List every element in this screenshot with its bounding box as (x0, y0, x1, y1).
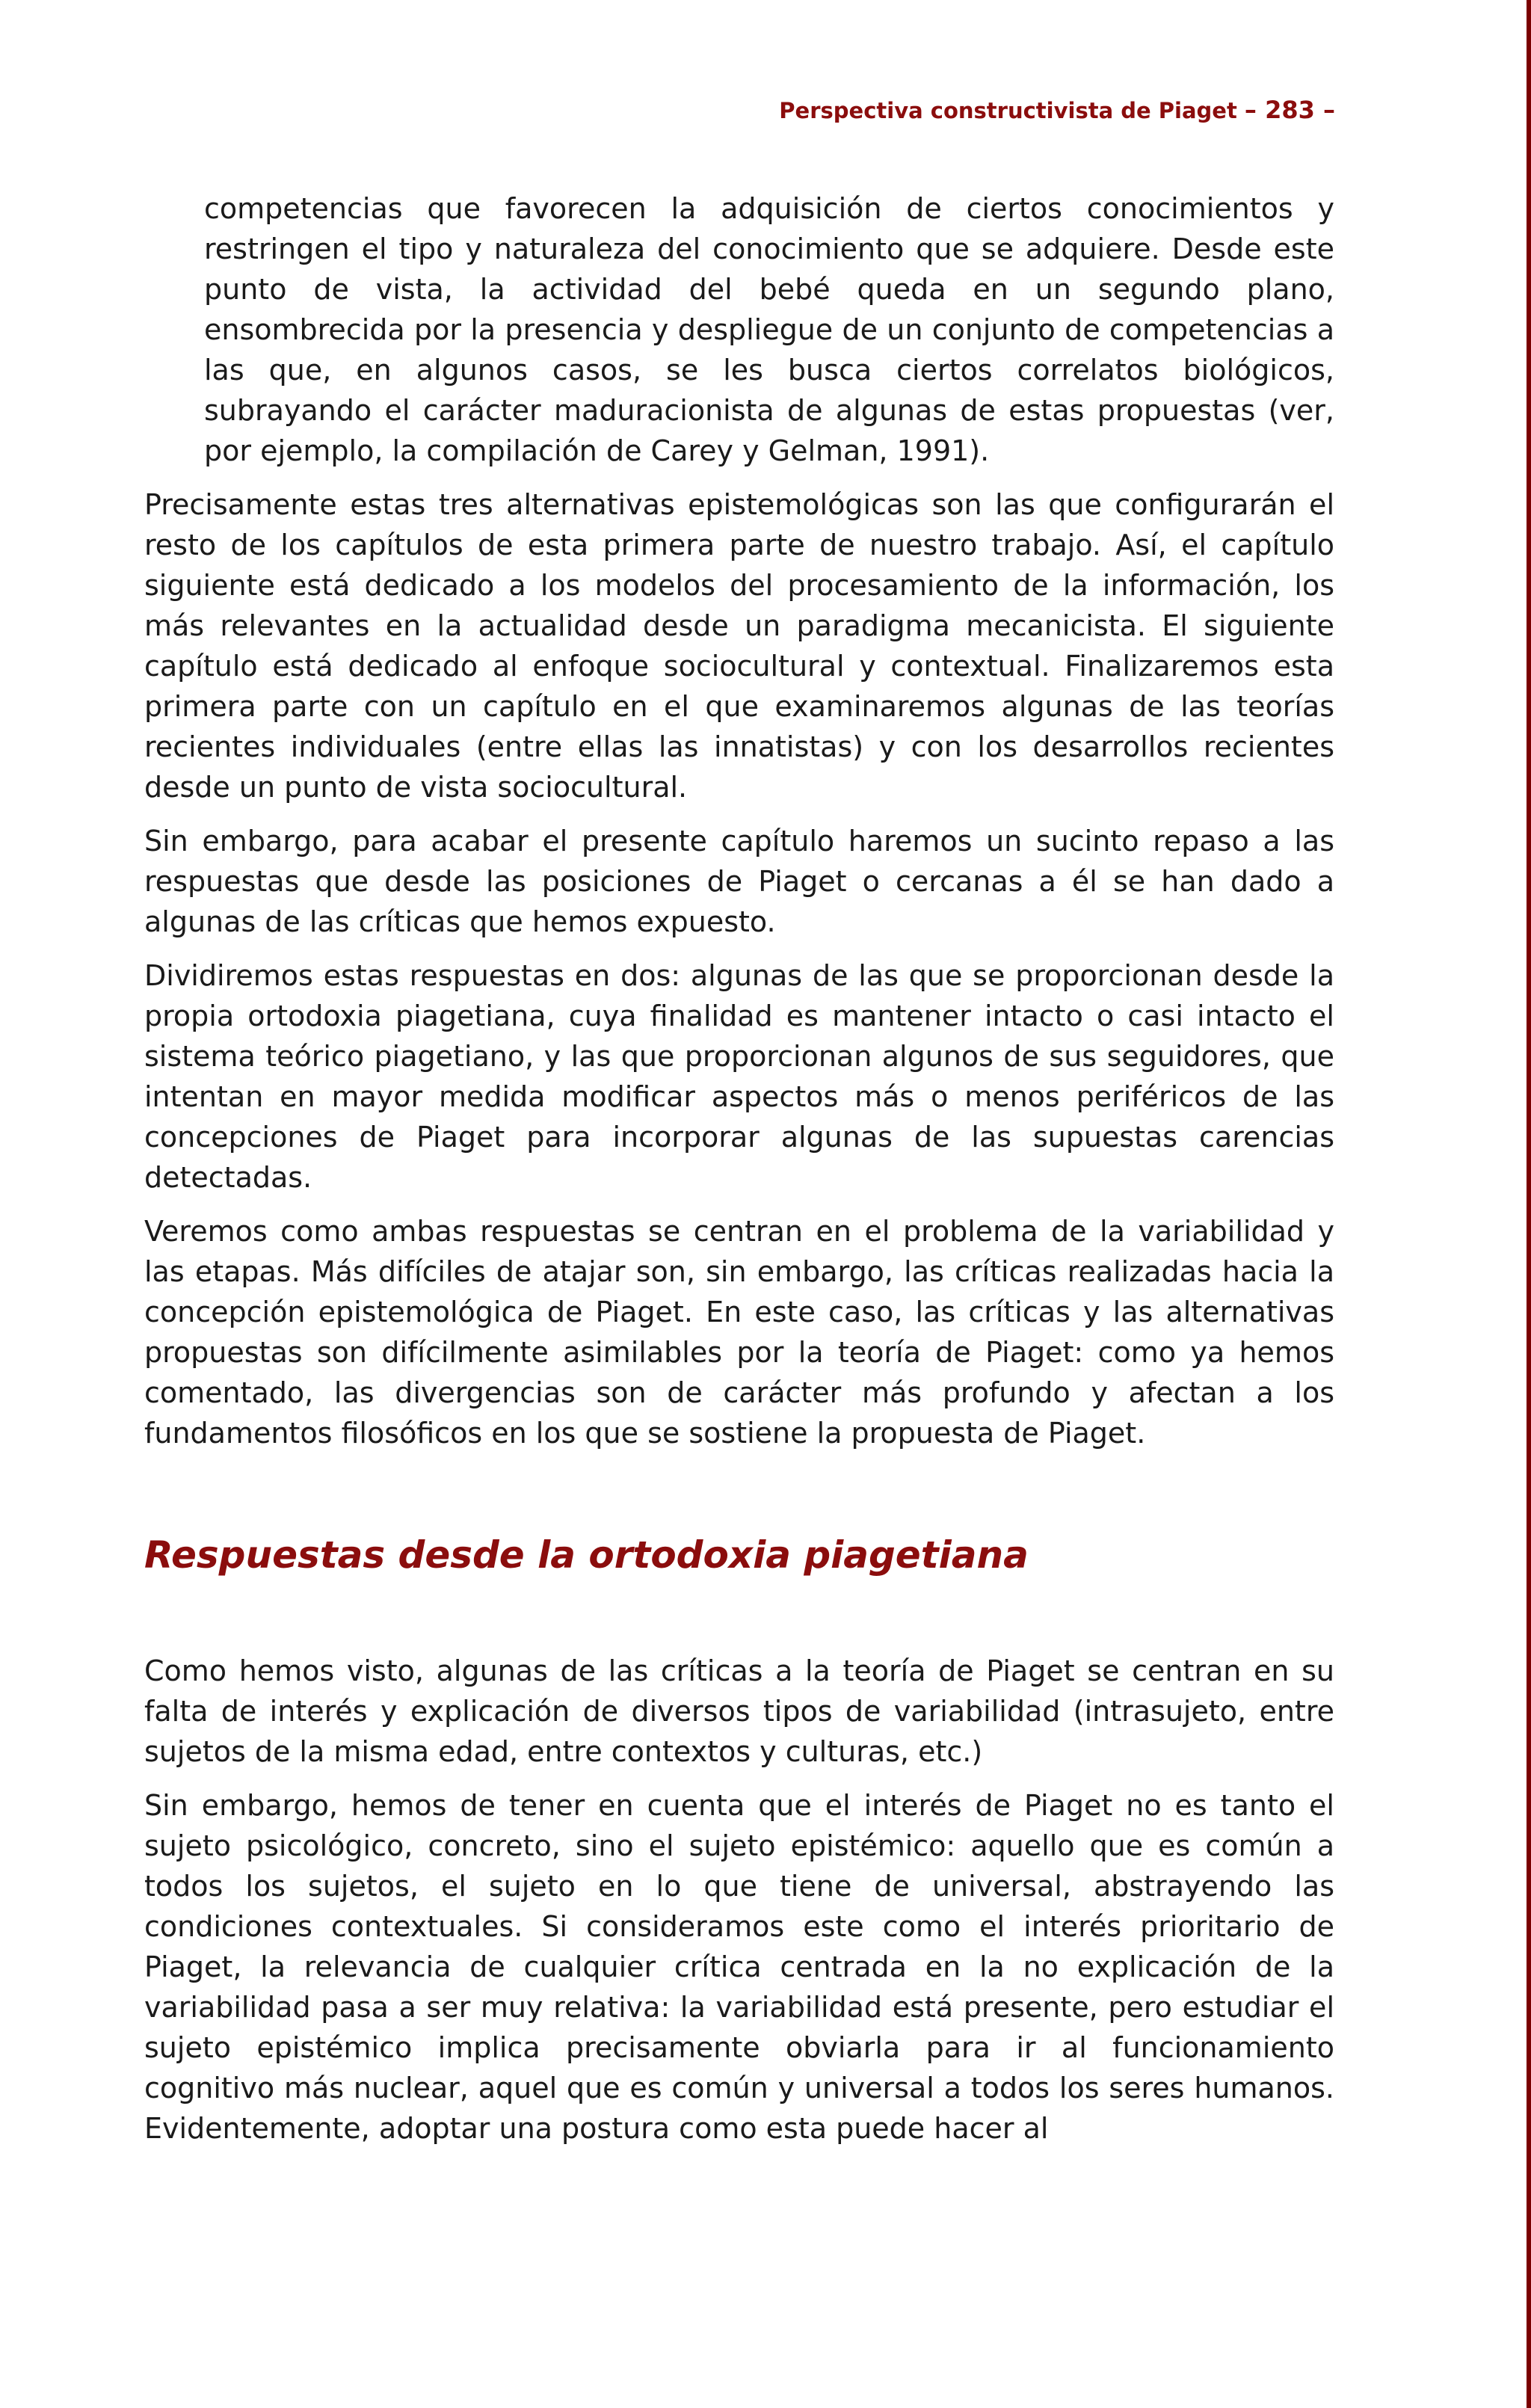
paragraph: Precisamente estas tres alternativas epistemológicas son las que configurarán el resto de los capítulos de esta primera parte de nuestro trabajo. Así, el capítulo siguiente está dedicado a los modelos del procesamiento de la información, los más relevantes en la actualidad desde un paradigma mecanicista. El siguiente capítulo está dedicado al enfoque sociocultural y contextual. Finalizaremos esta primera parte con un capítulo en el que examinaremos algunas de las teorías recientes individuales (entre ellas las innatistas) y con los desarrollos recientes desde un punto de vista sociocultural. (144, 488, 1334, 804)
paragraph: Dividiremos estas respuestas en dos: algunas de las que se proporcionan desde la propia ortodoxia piagetiana, cuya finalidad es mantener intacto o casi intacto el sistema teórico piagetiano, y las que proporcionan algunos de sus seguidores, que intentan en mayor medida modificar aspectos más o menos periféricos de las concepciones de Piaget para incorporar algunas de las supuestas carencias detectadas. (144, 959, 1334, 1194)
paragraph: Veremos como ambas respuestas se centran en el problema de la variabilidad y las etapas. Más difíciles de atajar son, sin embargo, las críticas realizadas hacia la concepción epistemológica de Piaget. En este caso, las críticas y las alternativas propuestas son difícilmente asimilables por la teoría de Piaget: como ya hemos comentado, las divergencias son de carácter más profundo y afectan a los fundamentos filosóficos en los que se sostiene la propuesta de Piaget. (144, 1215, 1334, 1450)
running-header (779, 96, 1335, 124)
paragraph: Como hemos visto, algunas de las críticas a la teoría de Piaget se centran en su falta de interés y explicación de diversos tipos de variabilidad (intrasujeto, entre sujetos de la misma edad, entre contextos y culturas, etc.) (144, 1654, 1334, 1768)
paragraph-continued-quote: competencias que favorecen la adquisición de ciertos conocimientos y restringen el tipo y naturaleza del conocimiento que se adquiere. Desde este punto de vista, la actividad del bebé queda en un segundo plano, ensombrecida por la presencia y despliegue de un conjunto de competencias a las que, en algunos casos, se les busca ciertos correlatos biológicos, subrayando el carácter maduracionista de algunas de estas propuestas (ver, por ejemplo, la compilación de Carey y Gelman, 1991). (204, 192, 1334, 467)
page-edge-rule (1527, 0, 1531, 2408)
page-body (144, 188, 1334, 2162)
paragraph: Sin embargo, para acabar el presente capítulo haremos un sucinto repaso a las respuestas que desde las posiciones de Piaget o cercanas a él se han dado a algunas de las críticas que hemos expuesto. (144, 825, 1334, 938)
paragraph: Sin embargo, hemos de tener en cuenta que el interés de Piaget no es tanto el sujeto psicológico, concreto, sino el sujeto epistémico: aquello que es común a todos los sujetos, el sujeto en lo que tiene de universal, abstrayendo las condiciones contextuales. Si consideramos este como el interés prioritario de Piaget, la relevancia de cualquier crítica centrada en la no explicación de la variabilidad pasa a ser muy relativa: la variabilidad está presente, pero estudiar el sujeto epistémico implica precisamente obviarla para ir al funcionamiento cognitivo más nuclear, aquel que es común y universal a todos los seres humanos. Evidentemente, adoptar una postura como esta puede hacer al (144, 1789, 1334, 2145)
running-title: Perspectiva constructivista de Piaget (779, 98, 1237, 123)
page-number: – 283 – (1244, 96, 1335, 124)
section-heading: Respuestas desde la ortodoxia piagetiana (144, 1533, 1029, 1577)
